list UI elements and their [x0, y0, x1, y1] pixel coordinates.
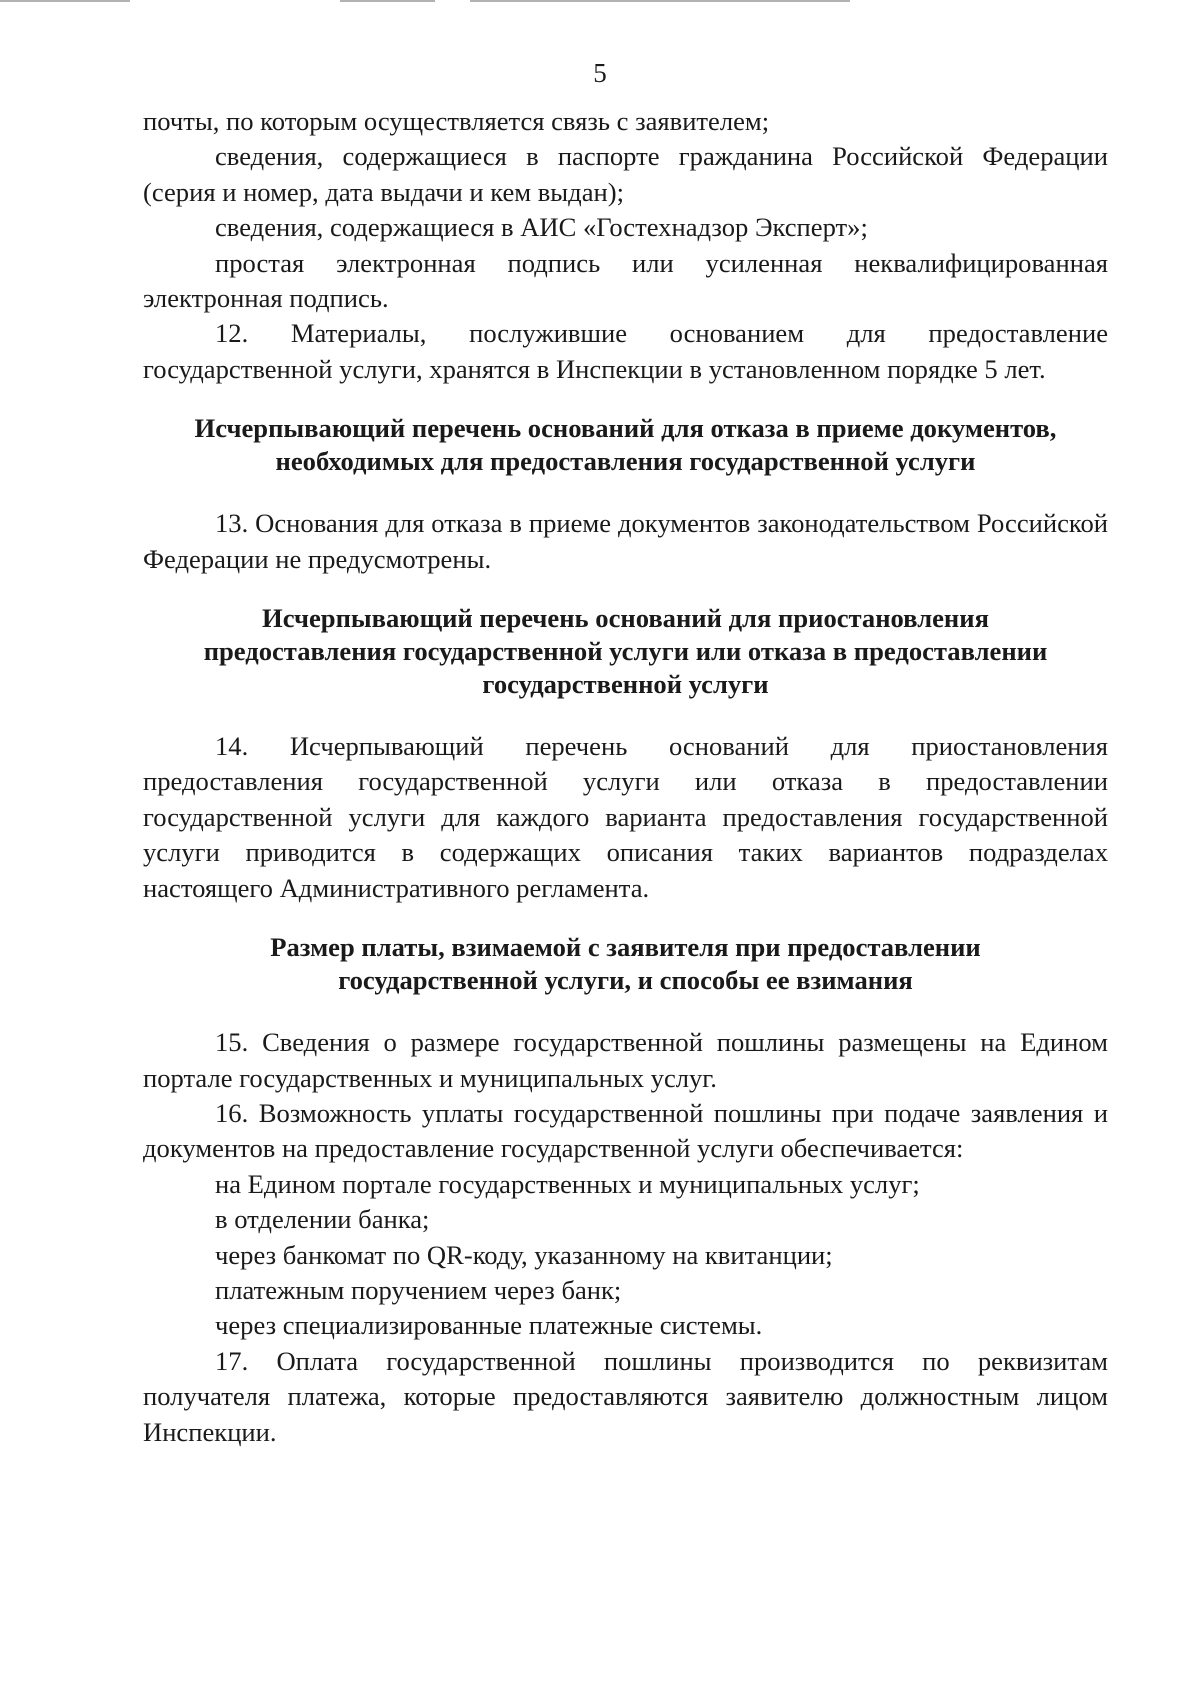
page-number: 5 — [593, 58, 607, 88]
section-heading — [143, 602, 1108, 701]
paragraph: 16. Возможность уплаты государственной пошлины при подаче заявления и документов на предоставление государственной услуги обеспечивается: — [143, 1097, 1108, 1164]
paragraph: сведения, содержащиеся в паспорте гражданина Российской Федерации (серия и номер, дата выдачи и кем выдан); — [143, 141, 1108, 207]
list-item: платежным поручением через банк; — [215, 1274, 622, 1305]
paragraph: 13. Основания для отказа в приеме документов законодательством Российской Федерации не предусмотрены. — [143, 508, 1108, 574]
document-body — [143, 104, 1108, 1450]
list-item: на Едином портале государственных и муниципальных услуг; — [215, 1168, 920, 1199]
section-heading-line: Исчерпывающий перечень оснований для приостановления — [262, 603, 989, 634]
paragraph: 17. Оплата государственной пошлины производится по реквизитам получателя платежа, которые предоставляются заявителю должностным лицом Инспекции. — [143, 1345, 1108, 1447]
paragraph: простая электронная подпись или усиленная неквалифицированная электронная подпись. — [143, 247, 1108, 314]
section-heading-line: Размер платы, взимаемой с заявителя при предоставлении — [270, 932, 981, 963]
section-heading-line: предоставления государственной услуги или отказа в предоставлении — [203, 636, 1048, 667]
section-heading-line: необходимых для предоставления государственной услуги — [275, 446, 976, 477]
paragraph: 12. Материалы, послужившие основанием для предоставление государственной услуги, хранятся в Инспекции в установленном порядке 5 лет. — [143, 318, 1108, 384]
paragraph: почты, по которым осуществляется связь с заявителем; — [143, 106, 770, 136]
paragraph: сведения, содержащиеся в АИС «Гостехнадзор Эксперт»; — [215, 212, 868, 243]
list-item: через банкомат по QR-коду, указанному на квитанции; — [215, 1239, 833, 1270]
section-heading-line: государственной услуги, и способы ее взимания — [338, 965, 913, 996]
section-heading-line: Исчерпывающий перечень оснований для отказа в приеме документов, — [194, 413, 1057, 444]
scan-edge-mark — [0, 0, 130, 2]
section-heading — [143, 412, 1108, 478]
paragraph: 14. Исчерпывающий перечень оснований для приостановления предоставления государственной услуги или отказа в предоставлении государственной услуги для каждого варианта предоставления государственной услуги приводится в содержащих описания таких вариантов подразделах настоящего Административного регламента. — [143, 731, 1108, 903]
scan-edge-mark — [470, 0, 850, 2]
section-heading — [143, 931, 1108, 997]
list-item: через специализированные платежные системы. — [215, 1310, 763, 1341]
scan-edge-mark — [340, 0, 435, 2]
section-heading-line: государственной услуги — [482, 669, 769, 700]
paragraph: 15. Сведения о размере государственной пошлины размещены на Едином портале государственных и муниципальных услуг. — [143, 1027, 1108, 1093]
list-item: в отделении банка; — [215, 1204, 430, 1235]
